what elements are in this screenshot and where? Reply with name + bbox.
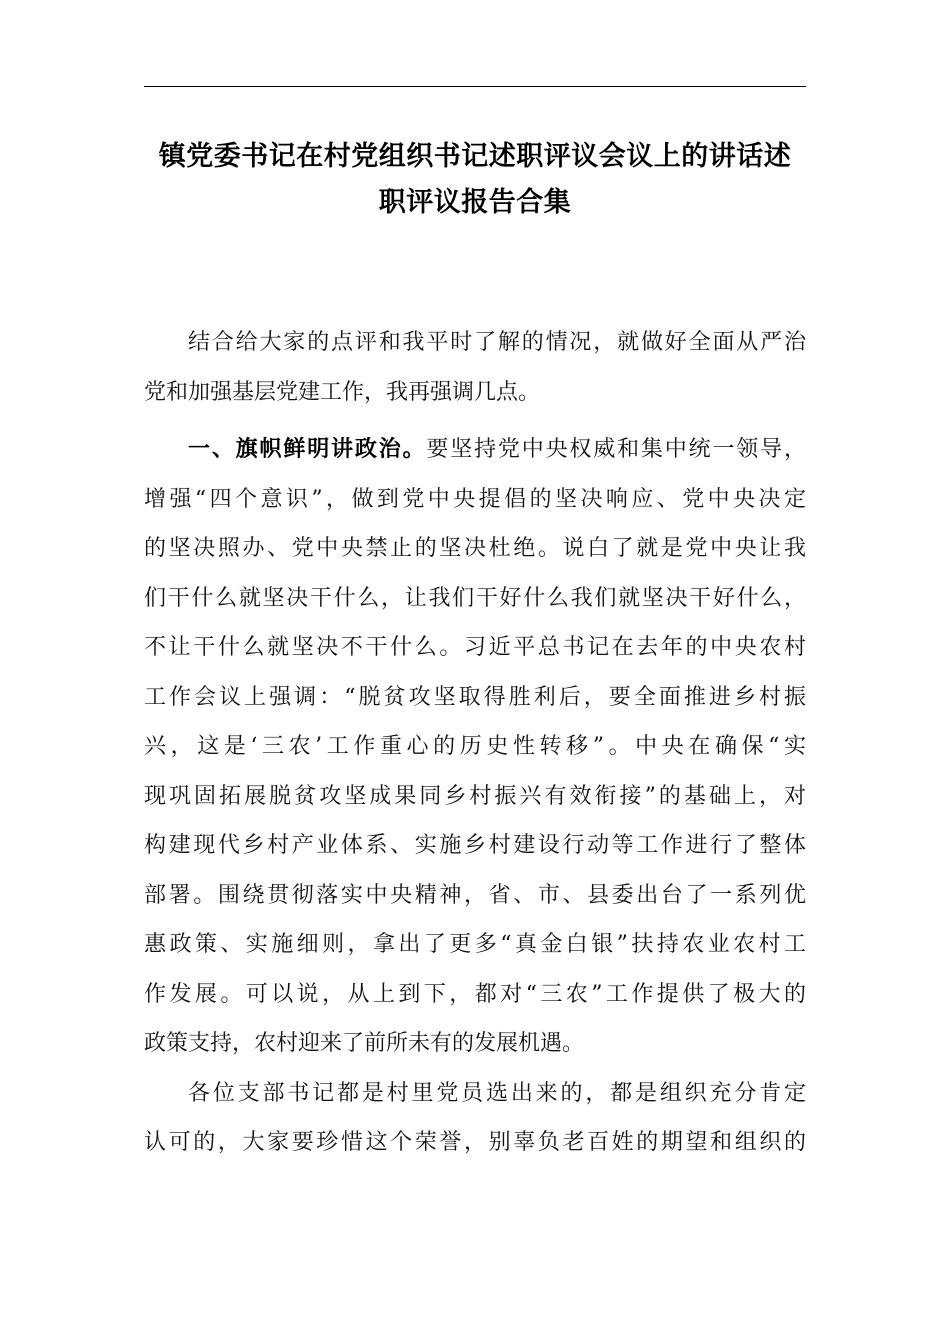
paragraph-line: 不让干什么就坚决不干什么。习近平总书记在去年的中央农村	[144, 635, 806, 660]
section-heading: 一、旗帜鲜明讲政治。	[188, 437, 427, 462]
paragraph-first-line	[144, 425, 806, 475]
document-title	[144, 134, 806, 226]
paragraph-line: 认可的，大家要珍惜这个荣誉，别辜负老百姓的期望和组织的	[144, 1130, 806, 1155]
document-body	[144, 318, 806, 1168]
paragraph-line: 政策支持，农村迎来了前所未有的发展机遇。	[144, 1031, 585, 1056]
paragraph-politics	[144, 425, 806, 1069]
paragraph-line: 增强“四个意识”，做到党中央提倡的坚决响应、党中央决定	[144, 486, 806, 512]
paragraph-line-rest: 要坚持党中央权威和集中统一领导，	[426, 437, 806, 462]
paragraph-line: 的坚决照办、党中央禁止的坚决杜绝。说白了就是党中央让我	[144, 536, 806, 561]
paragraph-line: 各位支部书记都是村里党员选出来的，都是组织充分肯定	[188, 1080, 806, 1106]
paragraph-line: 作发展。可以说，从上到下，都对“三农”工作提供了极大的	[144, 981, 806, 1007]
paragraph-line: 惠政策、实施细则，拿出了更多“真金白银”扶持农业农村工	[144, 932, 806, 957]
title-line-1: 镇党委书记在村党组织书记述职评议会议上的讲话述	[158, 141, 792, 172]
title-line-2: 职评议报告合集	[378, 187, 572, 218]
paragraph-line: 党和加强基层党建工作，我再强调几点。	[144, 379, 541, 405]
paragraph-line: 部署。围绕贯彻落实中央精神，省、市、县委出台了一系列优	[144, 882, 806, 908]
paragraph-line: 工作会议上强调：“脱贫攻坚取得胜利后，要全面推进乡村振	[144, 684, 806, 710]
paragraph-branch-secretaries	[144, 1069, 806, 1168]
header-rule	[144, 86, 806, 87]
paragraph-line: 结合给大家的点评和我平时了解的情况，就做好全面从严治	[188, 330, 806, 355]
paragraph-line: 构建现代乡村产业体系、实施乡村建设行动等工作进行了整体	[144, 833, 806, 858]
paragraph-line: 现巩固拓展脱贫攻坚成果同乡村振兴有效衔接”的基础上，对	[144, 783, 806, 809]
paragraph-line: 们干什么就坚决干什么，让我们干好什么我们就坚决干好什么，	[144, 585, 806, 611]
paragraph-line: 兴，这是‘三农’工作重心的历史性转移”。中央在确保“实	[144, 734, 806, 759]
paragraph-intro	[144, 318, 806, 417]
